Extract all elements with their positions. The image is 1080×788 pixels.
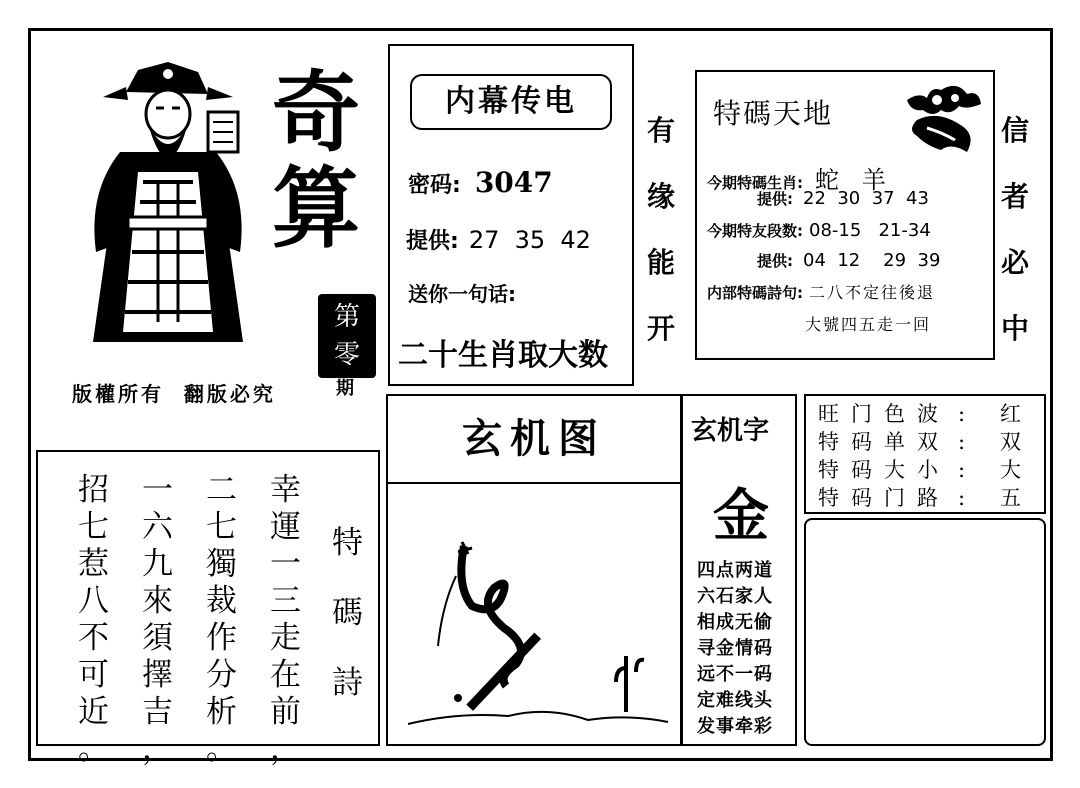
poem-char: 吉 (142, 694, 173, 730)
side-char: 缘 (647, 180, 676, 213)
poem-char: 九 (142, 546, 173, 582)
provide1-value: 22 30 37 43 (803, 188, 929, 209)
flower-icon (897, 80, 985, 160)
poem-char: 不 (78, 620, 109, 656)
poem-char: 幸 (270, 472, 301, 508)
mystery-char: 金 (713, 483, 769, 549)
side-char: 开 (647, 312, 676, 345)
password-value: 3047 (474, 166, 553, 199)
brand-panel (38, 38, 378, 406)
poem-hint-label: 内部特碼詩句: (707, 284, 803, 302)
poem-title-char: 碼 (332, 595, 363, 631)
poem-column (270, 472, 301, 768)
poem-char: 二 (206, 472, 237, 508)
mystery-line: 四点两道 (697, 560, 773, 581)
poem-char: 在 (270, 657, 301, 693)
poem-hint-line1: 二八不定往後退 (809, 283, 936, 302)
poem-char: 分 (206, 657, 237, 693)
segment-value: 08-15 21-34 (809, 220, 931, 241)
poem-char: 擇 (142, 657, 173, 693)
poem-char: 須 (142, 620, 173, 656)
attribute-colon: : (958, 402, 966, 426)
attributes-panel (804, 394, 1046, 514)
poem-title-char: 特 (332, 525, 363, 561)
poem-char: ， (270, 731, 301, 767)
attribute-row (818, 456, 1021, 484)
attribute-label: 特码大小 (818, 458, 950, 482)
provide-value: 27 35 42 (468, 226, 591, 254)
side-text-left (647, 98, 675, 362)
mystery-line: 定难线头 (697, 690, 773, 711)
special-code-panel (695, 70, 995, 360)
deity-illustration (68, 52, 268, 352)
poem-char: 。 (78, 731, 109, 767)
poem-column (206, 472, 237, 768)
brand-title-char: 算 (272, 156, 361, 260)
side-char: 信 (1001, 114, 1030, 147)
poem-char: 近 (78, 694, 109, 730)
poem-column (142, 472, 173, 768)
special-poem-panel (36, 450, 380, 767)
zodiac-label: 今期特碼生肖: (707, 174, 803, 192)
poem-char: ， (142, 731, 173, 767)
mystery-title: 玄机图 (388, 396, 680, 484)
provide-label: 提供: (406, 229, 459, 254)
poem-char: 運 (270, 509, 301, 545)
side-char: 中 (1001, 312, 1030, 345)
attribute-label: 旺门色波 (818, 402, 950, 426)
stamp-char: 零 (333, 340, 360, 370)
poem-char: 惹 (78, 546, 109, 582)
segment-label: 今期特友段数: (707, 222, 803, 240)
provide2-row (757, 250, 940, 271)
attribute-row (818, 484, 1021, 512)
side-char: 者 (1001, 180, 1030, 213)
poem-char: 八 (78, 583, 109, 619)
mystery-char-title: 玄机字 (691, 416, 770, 446)
attribute-value: 红 (1000, 402, 1021, 426)
period-label: 期 (336, 378, 354, 399)
attribute-label: 特码门路 (818, 486, 950, 510)
password-label: 密码: (408, 173, 461, 198)
attribute-colon: : (958, 486, 966, 510)
poem-hint-row (707, 280, 935, 303)
attribute-value: 双 (1000, 430, 1021, 454)
issue-stamp (318, 294, 376, 378)
mystery-line: 远不一码 (697, 664, 773, 685)
poem-char: 析 (206, 694, 237, 730)
poem-char: 裁 (206, 583, 237, 619)
attribute-value: 大 (1000, 458, 1021, 482)
poem-char: 七 (78, 509, 109, 545)
special-title: 特碼天地 (713, 97, 834, 130)
mystery-line: 发事牵彩 (697, 716, 773, 737)
mystery-char-lines (697, 558, 773, 740)
brand-title (272, 60, 361, 260)
poem-char: 一 (270, 546, 301, 582)
brand-title-char: 奇 (272, 60, 361, 164)
segment-row (707, 220, 931, 241)
attribute-colon: : (958, 430, 966, 454)
mystery-line: 寻金情码 (697, 638, 773, 659)
poem-char: 七 (206, 509, 237, 545)
poem-char: 招 (78, 472, 109, 508)
inside-title: 内幕传电 (410, 74, 612, 130)
phrase-text: 二十生肖取大数 (398, 338, 608, 373)
copyright-text: 版權所有 翻版必究 (72, 382, 276, 406)
provide1-label: 提供: (757, 190, 793, 208)
attribute-row (818, 428, 1021, 456)
side-char: 有 (647, 114, 676, 147)
poem-char: 一 (142, 472, 173, 508)
poem-char: 前 (270, 694, 301, 730)
mystery-line: 六石家人 (697, 586, 773, 607)
zodiac-value: 蛇 羊 (815, 166, 886, 194)
provide-row (406, 224, 591, 255)
attribute-value: 五 (1000, 486, 1021, 510)
stamp-char: 第 (333, 302, 360, 332)
poem-column (78, 472, 109, 768)
provide1-row (757, 188, 929, 209)
snake-stick-illustration (398, 536, 674, 746)
mystery-picture-panel (386, 394, 682, 746)
poem-char: 六 (142, 509, 173, 545)
poem-char: 走 (270, 620, 301, 656)
mystery-line: 相成无偷 (697, 612, 773, 633)
side-char: 能 (647, 246, 676, 279)
poem-char: 作 (206, 620, 237, 656)
poem-title-char: 詩 (332, 665, 363, 701)
password-row (408, 166, 553, 199)
poem-title (332, 508, 363, 718)
poem-hint-line2: 大號四五走一回 (805, 315, 932, 334)
attribute-row (818, 400, 1021, 428)
poem-char: 。 (206, 731, 237, 767)
side-text-right (1001, 98, 1029, 362)
provide2-label: 提供: (757, 252, 793, 270)
poem-char: 獨 (206, 546, 237, 582)
provide2-value: 04 12 29 39 (803, 250, 941, 271)
poem-char: 來 (142, 583, 173, 619)
side-char: 必 (1001, 246, 1030, 279)
inside-info-panel (388, 44, 634, 386)
poem-char: 三 (270, 583, 301, 619)
poem-char: 可 (78, 657, 109, 693)
attribute-colon: : (958, 458, 966, 482)
phrase-label: 送你一句话: (408, 282, 516, 306)
attribute-label: 特码单双 (818, 430, 950, 454)
empty-panel (804, 518, 1046, 746)
mystery-char-panel (681, 394, 797, 746)
